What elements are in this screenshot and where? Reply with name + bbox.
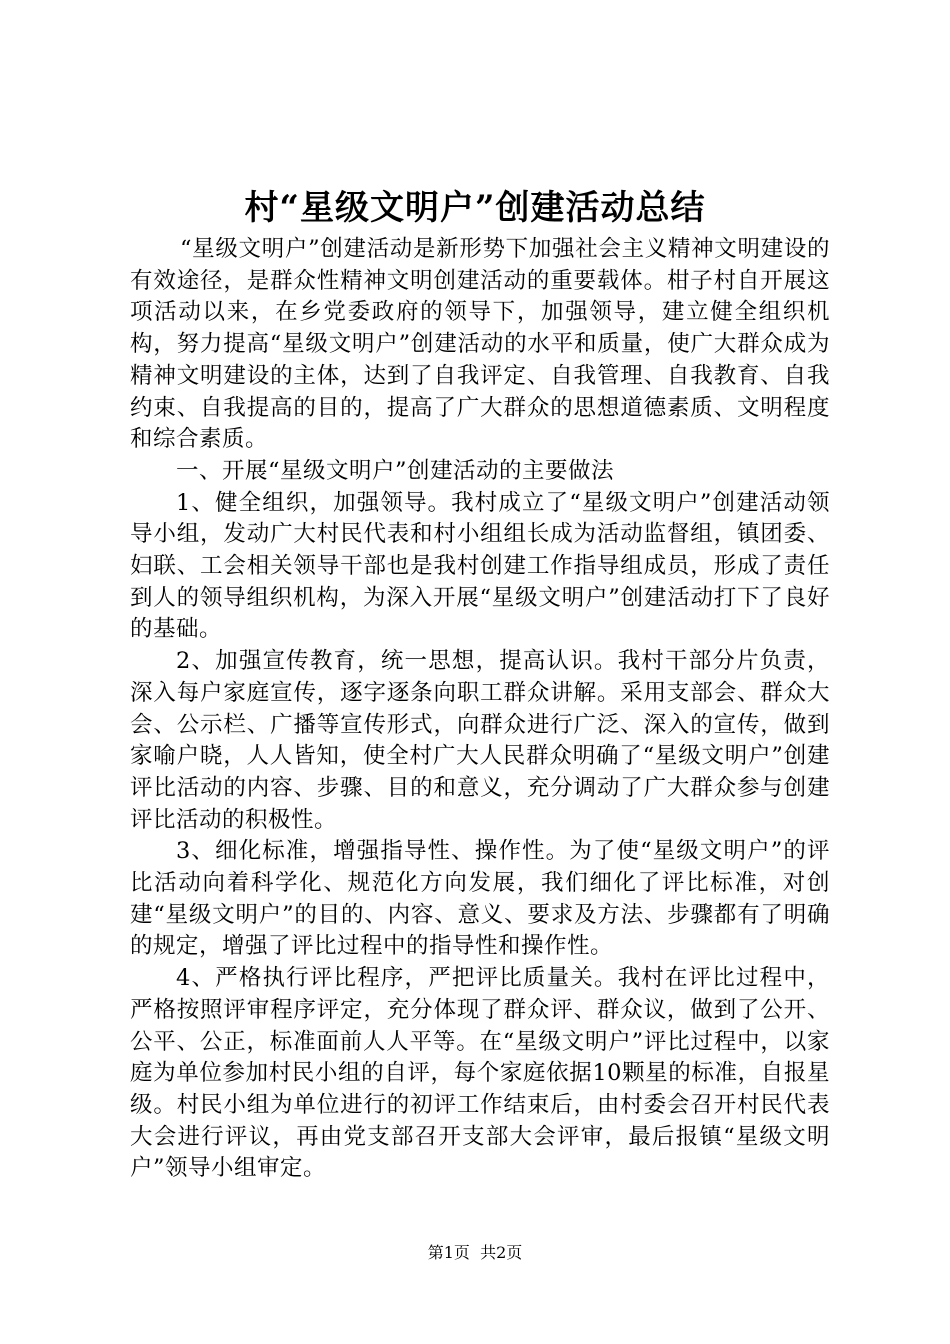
numbered-paragraph-1: 1、健全组织，加强领导。我村成立了“星级文明户”创建活动领导小组，发动广大村民代表和村小组组长成为活动监督组，镇团委、妇联、工会相关领导干部也是我村创建工作指导组成员，形成了责任到人的领导组织机构，为深入开展“星级文明户”创建活动打下了良好的基础。 [130,489,830,643]
numbered-paragraph-4: 4、严格执行评比程序，严把评比质量关。我村在评比过程中，严格按照评审程序评定，充分体现了群众评、群众议，做到了公开、公平、公正，标准面前人人平等。在“星级文明户”评比过程中，以家庭为单位参加村民小组的自评，每个家庭依据10颗星的标准，自报星级。村民小组为单位进行的初评工作结束后，由村委会召开村民代表大会进行评议，再由党支部召开支部大会评审，最后报镇“星级文明户”领导小组审定。 [130,965,830,1182]
document-body [130,234,830,1185]
document-title: 村“星级文明户”创建活动总结 [244,188,706,228]
page-number: 第1页 [427,1243,470,1262]
page-total: 共2页 [480,1243,523,1262]
numbered-paragraph-2: 2、加强宣传教育，统一思想，提高认识。我村干部分片负责，深入每户家庭宣传，逐字逐条向职工群众讲解。采用支部会、群众大会、公示栏、广播等宣传形式，向群众进行广泛、深入的宣传，做到家喻户晓，人人皆知，使全村广大人民群众明确了“星级文明户”创建评比活动的内容、步骤、目的和意义，充分调动了广大群众参与创建评比活动的积极性。 [130,648,830,833]
intro-paragraph: “星级文明户”创建活动是新形势下加强社会主义精神文明建设的有效途径，是群众性精神文明创建活动的重要载体。柑子村自开展这项活动以来，在乡党委政府的领导下，加强领导，建立健全组织机构，努力提高“星级文明户”创建活动的水平和质量，使广大群众成为精神文明建设的主体，达到了自我评定、自我管理、自我教育、自我约束、自我提高的目的，提高了广大群众的思想道德素质、文明程度和综合素质。 [130,236,830,453]
page-footer [0,1241,950,1265]
section-heading: 一、开展“星级文明户”创建活动的主要做法 [176,457,615,484]
numbered-paragraph-3: 3、细化标准，增强指导性、操作性。为了使“星级文明户”的评比活动向着科学化、规范化方向发展，我们细化了评比标准，对创建“星级文明户”的目的、内容、意义、要求及方法、步骤都有了明确的规定，增强了评比过程中的指导性和操作性。 [130,838,830,960]
